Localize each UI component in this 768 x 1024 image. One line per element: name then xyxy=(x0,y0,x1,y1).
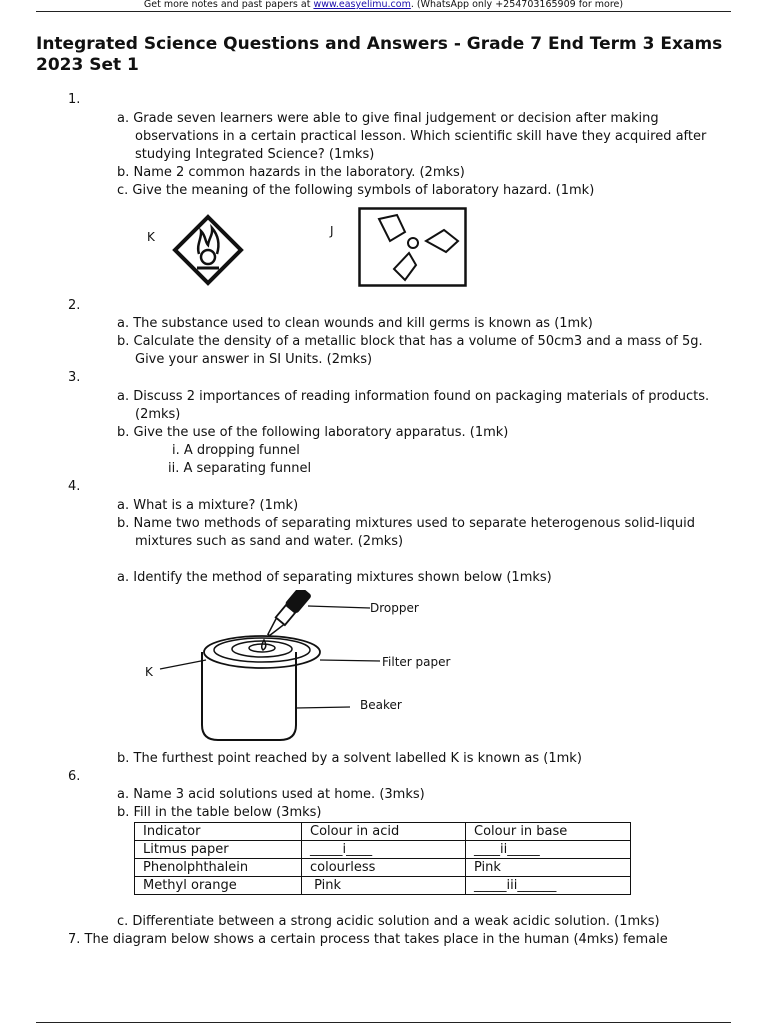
question-3-number: 3. xyxy=(68,370,81,385)
q1-a-line3: studying Integrated Science? (1mks) xyxy=(135,147,375,162)
table-cell: Litmus paper xyxy=(135,841,302,859)
q5-a: a. Identify the method of separating mixtures shown below (1mks) xyxy=(117,570,552,585)
header-cell: Colour in acid xyxy=(302,823,466,841)
q2-b-line2: Give your answer in SI Units. (2mks) xyxy=(135,352,373,367)
q1-b: b. Name 2 common hazards in the laboratory. (2mks) xyxy=(117,165,465,180)
q6-b: b. Fill in the table below (3mks) xyxy=(117,805,322,820)
table-cell: ____ii_____ xyxy=(466,841,631,859)
header-cell: Indicator xyxy=(135,823,302,841)
header-suffix: . (WhatsApp only +254703165909 for more) xyxy=(410,0,624,10)
filter-paper-label: Filter paper xyxy=(382,655,451,669)
table-header-row xyxy=(135,823,631,841)
hazard-label-j: J xyxy=(330,224,334,238)
hazard-label-k: K xyxy=(147,230,155,244)
q2-b-line1: b. Calculate the density of a metallic block that has a volume of 50cm3 and a mass of 5g. xyxy=(117,334,703,349)
table-cell: _____iii______ xyxy=(466,877,631,895)
q3-a-line1: a. Discuss 2 importances of reading information found on packaging materials of products. xyxy=(117,389,710,404)
q5-b: b. The furthest point reached by a solvent labelled K is known as (1mk) xyxy=(117,751,582,766)
table-row xyxy=(135,877,631,895)
question-7: 7. The diagram below shows a certain process that takes place in the human (4mks) female xyxy=(68,932,668,947)
table-cell: _____i____ xyxy=(302,841,466,859)
q6-a: a. Name 3 acid solutions used at home. (3mks) xyxy=(117,787,425,802)
q4-b-line2: mixtures such as sand and water. (2mks) xyxy=(135,534,404,549)
website-link[interactable]: www.easyelimu.com xyxy=(313,0,411,10)
indicator-table xyxy=(134,822,631,895)
q1-c: c. Give the meaning of the following symbols of laboratory hazard. (1mk) xyxy=(117,183,595,198)
dropper-label: Dropper xyxy=(370,601,419,615)
q1-a-line1: a. Grade seven learners were able to give final judgement or decision after making xyxy=(117,111,659,126)
header-prefix: Get more notes and past papers at xyxy=(143,0,314,10)
question-1-number: 1. xyxy=(68,92,81,107)
page-header xyxy=(36,0,731,12)
beaker-label: Beaker xyxy=(360,698,402,712)
table-cell: Pink xyxy=(302,877,466,895)
question-2-number: 2. xyxy=(68,298,81,313)
q1-a-line2: observations in a certain practical lesson. Which scientific skill have they acquired after xyxy=(135,129,707,144)
q4-b-line1: b. Name two methods of separating mixtures used to separate heterogenous solid-liquid xyxy=(117,516,695,531)
document-title: Integrated Science Questions and Answers - Grade 7 End Term 3 Exams 2023 Set 1 xyxy=(36,34,723,75)
q3-b: b. Give the use of the following laboratory apparatus. (1mk) xyxy=(117,425,509,440)
table-cell: Pink xyxy=(466,859,631,877)
question-4-number: 4. xyxy=(68,479,81,494)
table-row xyxy=(135,859,631,877)
q2-a: a. The substance used to clean wounds and kill germs is known as (1mk) xyxy=(117,316,593,331)
q3-a-line2: (2mks) xyxy=(135,407,181,422)
oxidising-hazard-symbol xyxy=(172,214,244,286)
q6-c: c. Differentiate between a strong acidic solution and a weak acidic solution. (1mks) xyxy=(117,914,660,929)
table-cell: Methyl orange xyxy=(135,877,302,895)
radiation-hazard-symbol xyxy=(358,207,470,288)
footer-rule xyxy=(36,1022,731,1023)
q3-b-ii: ii. A separating funnel xyxy=(168,461,312,476)
table-row xyxy=(135,841,631,859)
q4-a: a. What is a mixture? (1mk) xyxy=(117,498,299,513)
header-cell: Colour in base xyxy=(466,823,631,841)
table-cell: colourless xyxy=(302,859,466,877)
solvent-front-label-k: K xyxy=(145,665,153,679)
question-6-number: 6. xyxy=(68,769,81,784)
table-cell: Phenolphthalein xyxy=(135,859,302,877)
q3-b-i: i. A dropping funnel xyxy=(172,443,300,458)
